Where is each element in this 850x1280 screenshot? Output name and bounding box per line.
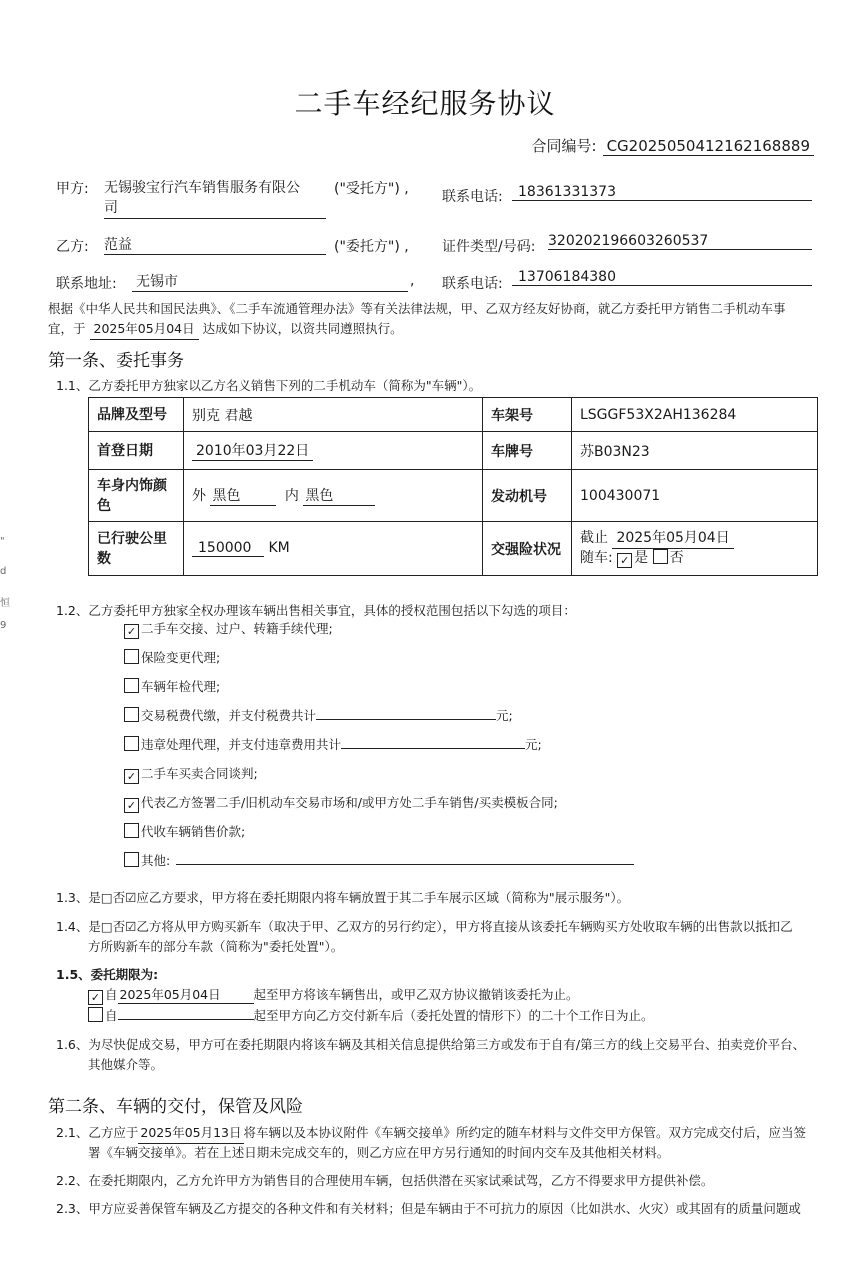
option-item — [124, 619, 333, 639]
clause-2-1-line1 — [56, 1122, 806, 1144]
option-item — [124, 793, 558, 813]
vehicle-table — [88, 397, 818, 576]
option-checkbox[interactable]: ✓ — [124, 798, 139, 813]
option-suffix: 元; — [525, 737, 542, 752]
party-a-name-line1: 无锡骏宝行汽车销售服务有限公 — [104, 180, 300, 196]
reg-date-value: 2010年03月22日 — [192, 440, 313, 461]
other-blank[interactable] — [176, 852, 634, 865]
preamble-post: 达成如下协议，以资共同遵照执行。 — [202, 321, 403, 336]
insurance-until-label: 截止 — [580, 530, 608, 546]
party-b-id-label: 证件类型/号码: — [442, 239, 536, 255]
party-a-name-line2: 司 — [104, 200, 118, 216]
reg-date-label: 首登日期 — [89, 432, 184, 470]
clause-2-2: 2.2、在委托期限内，乙方允许甲方为销售目的合理使用车辆，包括供潜在买家试乘试驾，乙方不得要求甲方提供补偿。 — [56, 1173, 714, 1188]
term-b-post: 起至甲方向乙方交付新车后（委托处置的情形下）的二十个工作日为止。 — [253, 1008, 654, 1023]
contract-number-label: 合同编号: — [531, 137, 597, 155]
insurance-with-label: 随车: — [580, 550, 613, 566]
clause-1-5-title: 1.5、委托期限为: — [56, 967, 159, 982]
party-b-id: 320202196603260537 — [548, 233, 812, 250]
preamble-line1: 根据《中华人民共和国民法典》、《二手车流通管理办法》等有关法律法规，甲、乙双方经友好协商，就乙方委托甲方销售二手机动车事 — [48, 301, 786, 316]
engine-label: 发动机号 — [483, 470, 572, 522]
clause-1-6-line2: 其他媒介等。 — [88, 1057, 164, 1072]
clause-1-3: 1.3、是□否☑应乙方要求，甲方将在委托期限内将车辆放置于其二手车展示区域（简称为"展示服务"）。 — [56, 890, 630, 905]
page-title: 二手车经纪服务协议 — [294, 87, 556, 120]
option-checkbox[interactable] — [124, 823, 139, 838]
mileage-cell — [184, 522, 483, 576]
option-label: 二手车交接、过户、转籍手续代理; — [141, 621, 333, 636]
option-label: 二手车买卖合同谈判; — [141, 766, 258, 781]
option-item — [124, 706, 513, 724]
party-a-role: ("受托方") , — [334, 181, 409, 197]
option-item — [124, 851, 634, 869]
mileage-unit: KM — [268, 540, 290, 556]
contract-number-value: CG2025050412162168889 — [603, 137, 814, 156]
clause-1-2: 1.2、乙方委托甲方独家全权办理该车辆出售相关事宜，具体的授权范围包括以下勾选的项目： — [56, 603, 576, 618]
party-a-phone: 18361331373 — [512, 184, 812, 201]
option-label: 交易税费代缴，并支付税费共计 — [141, 708, 317, 723]
party-a-phone-label: 联系电话: — [442, 189, 503, 205]
insurance-no-checkbox[interactable] — [653, 549, 668, 564]
insurance-with-car — [580, 549, 809, 568]
clause-2-1-pre: 2.1、乙方应于 — [56, 1125, 139, 1140]
engine-value: 100430071 — [572, 470, 818, 522]
option-checkbox[interactable] — [124, 649, 139, 664]
table-row — [89, 398, 818, 432]
option-label: 代表乙方签署二手/旧机动车交易市场和/或甲方处二手车销售/买卖模板合同; — [141, 795, 558, 810]
option-checkbox[interactable]: ✓ — [124, 624, 139, 639]
margin-mark: " — [0, 536, 5, 547]
party-b-phone: 13706184380 — [512, 269, 812, 286]
clause-2-1-line2: 署《车辆交接单》。若在上述日期未完成交车的，则乙方应在甲方另行通知的时间内交车及其他相关材料。 — [88, 1145, 670, 1160]
clause-2-1-post: 将车辆以及本协议附件《车辆交接单》所约定的随车材料与文件交甲方保管。双方完成交付后，应当签 — [243, 1125, 807, 1140]
option-label: 代收车辆销售价款; — [141, 824, 246, 839]
option-label: 车辆年检代理; — [141, 679, 221, 694]
option-item — [124, 764, 258, 784]
section-1-title: 第一条、委托事务 — [48, 351, 184, 371]
outer-color-value: 黑色 — [210, 485, 276, 506]
address-value: 无锡市 — [132, 271, 408, 292]
option-checkbox[interactable] — [124, 852, 139, 867]
party-b-name: 范益 — [104, 234, 326, 255]
option-item — [124, 677, 220, 695]
mileage-value: 150000 — [192, 540, 264, 557]
address-label: 联系地址: — [56, 276, 117, 292]
option-item — [124, 822, 245, 840]
term-a-post: 起至甲方将该车辆售出，或甲乙双方协议撤销该委托为止。 — [253, 987, 579, 1002]
option-checkbox[interactable]: ✓ — [124, 769, 139, 784]
preamble-line2 — [48, 318, 403, 340]
vin-value: LSGGF53X2AH136284 — [572, 398, 818, 432]
table-row — [89, 470, 818, 522]
brand-label: 品牌及型号 — [89, 398, 184, 432]
color-label: 车身内饰颜色 — [89, 470, 184, 522]
party-a-name — [104, 178, 326, 219]
address-comma: , — [410, 273, 415, 289]
preamble-pre: 宜，于 — [48, 321, 86, 336]
plate-label: 车牌号 — [483, 432, 572, 470]
insurance-no-label: 否 — [669, 550, 684, 566]
option-checkbox[interactable] — [124, 678, 139, 693]
inner-color-label: 内 — [284, 488, 299, 504]
margin-mark: 恒 — [0, 598, 10, 609]
margin-mark: d — [0, 566, 7, 577]
term-b-pre: 自 — [105, 1008, 118, 1023]
clause-1-6-line1: 1.6、为尽快促成交易，甲方可在委托期限内将该车辆及其相关信息提供给第三方或发布于自有/第三方的线上交易平台、拍卖竞价平台、 — [56, 1037, 806, 1052]
margin-mark: 9 — [0, 620, 7, 631]
option-checkbox[interactable] — [124, 707, 139, 722]
vin-label: 车架号 — [483, 398, 572, 432]
option-label: 其他: — [141, 853, 171, 868]
party-b-label: 乙方: — [56, 239, 89, 255]
brand-value: 别克 君越 — [184, 398, 483, 432]
term-b-date-blank[interactable] — [118, 1007, 254, 1020]
option-label: 保险变更代理; — [141, 650, 221, 665]
insurance-until-date: 2025年05月04日 — [612, 529, 733, 549]
contract-number — [532, 135, 815, 156]
insurance-cell — [572, 522, 818, 576]
term-a-date: 2025年05月04日 — [118, 985, 254, 1004]
clause-1-4-line2: 方所购新车的部分车款（简称为"委托处置"）。 — [88, 939, 344, 954]
table-row — [89, 522, 818, 576]
reg-date-cell — [184, 432, 483, 470]
outer-color-label: 外 — [192, 488, 206, 504]
term-option-a — [88, 985, 579, 1005]
mileage-label: 已行驶公里数 — [89, 522, 184, 576]
option-item — [124, 648, 220, 666]
term-a-pre: 自 — [105, 987, 118, 1002]
insurance-yes-checkbox[interactable]: ✓ — [617, 553, 632, 568]
party-b-phone-label: 联系电话: — [442, 276, 503, 292]
insurance-until — [580, 529, 809, 549]
color-cell — [184, 470, 483, 522]
option-checkbox[interactable] — [124, 736, 139, 751]
clause-1-4-line1: 1.4、是□否☑乙方将从甲方购买新车（取决于甲、乙双方的另行约定），甲方将直接从该委托车辆购买方处收取车辆的出售款以抵扣乙 — [56, 919, 793, 934]
section-2-title: 第二条、车辆的交付，保管及风险 — [48, 1097, 303, 1117]
term-b-checkbox[interactable] — [88, 1007, 103, 1022]
clause-2-3: 2.3、甲方应妥善保管车辆及乙方提交的各种文件和有关材料；但是车辆由于不可抗力的原因（比如洪水、火灾）或其固有的质量问题或 — [56, 1201, 801, 1216]
insurance-label: 交强险状况 — [483, 522, 572, 576]
option-item — [124, 735, 542, 753]
party-b-role: ("委托方") , — [334, 239, 409, 255]
preamble-date: 2025年05月04日 — [90, 318, 199, 340]
option-suffix: 元; — [496, 708, 513, 723]
clause-1-1: 1.1、乙方委托甲方独家以乙方名义销售下列的二手机动车（简称为"车辆"）。 — [56, 378, 482, 393]
table-row — [89, 432, 818, 470]
term-a-checkbox[interactable]: ✓ — [88, 990, 103, 1005]
inner-color-value: 黑色 — [303, 485, 375, 506]
plate-value: 苏B03N23 — [572, 432, 818, 470]
insurance-yes-label: 是 — [634, 550, 649, 566]
tax-amount-blank[interactable] — [316, 707, 496, 720]
clause-2-1-date: 2025年05月13日 — [138, 1122, 243, 1144]
option-label: 违章处理代理，并支付违章费用共计 — [141, 737, 342, 752]
party-a-label: 甲方: — [56, 181, 89, 197]
term-option-b — [88, 1006, 654, 1024]
violation-amount-blank[interactable] — [341, 736, 525, 749]
